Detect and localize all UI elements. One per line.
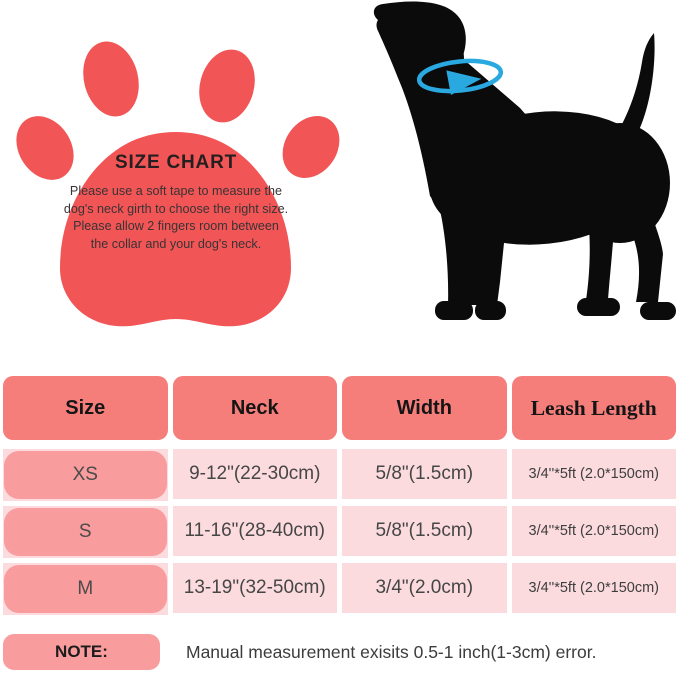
paw-toe-upper-right bbox=[191, 43, 262, 128]
paw-toe-upper-left bbox=[76, 40, 147, 122]
size-cell bbox=[3, 449, 168, 501]
size-badge: S bbox=[4, 508, 167, 556]
header-neck: Neck bbox=[173, 376, 338, 440]
note-row bbox=[3, 634, 676, 670]
header-width: Width bbox=[342, 376, 507, 440]
leash-value: 3/4''*5ft (2.0*150cm) bbox=[512, 563, 677, 613]
table-header-row bbox=[3, 376, 676, 440]
dog-front-paw-2 bbox=[475, 301, 506, 320]
note-badge: NOTE: bbox=[3, 634, 160, 670]
paw-print-graphic bbox=[8, 40, 348, 340]
neck-value: 9-12"(22-30cm) bbox=[173, 449, 338, 499]
table-row-m bbox=[3, 563, 676, 615]
table-row-xs bbox=[3, 449, 676, 501]
leash-value: 3/4''*5ft (2.0*150cm) bbox=[512, 506, 677, 556]
paw-text-block bbox=[33, 152, 319, 253]
header-size: Size bbox=[3, 376, 168, 440]
header-leash-length: Leash Length bbox=[512, 376, 677, 440]
size-cell bbox=[3, 563, 168, 615]
width-value: 3/4"(2.0cm) bbox=[342, 563, 507, 613]
note-text: Manual measurement exisits 0.5-1 inch(1-3cm) error. bbox=[186, 641, 597, 662]
width-value: 5/8"(1.5cm) bbox=[342, 449, 507, 499]
neck-value: 13-19"(32-50cm) bbox=[173, 563, 338, 613]
dog-front-paw bbox=[435, 301, 473, 320]
dog-rear-leg-far bbox=[586, 192, 618, 300]
dog-rear-paw-far bbox=[577, 298, 620, 316]
size-chart-title: SIZE CHART bbox=[115, 152, 237, 173]
width-value: 5/8"(1.5cm) bbox=[342, 506, 507, 556]
leash-value: 3/4''*5ft (2.0*150cm) bbox=[512, 449, 677, 499]
dog-rear-paw-near bbox=[640, 302, 676, 320]
table-row-s bbox=[3, 506, 676, 558]
dog-silhouette-icon bbox=[350, 0, 679, 330]
size-badge: XS bbox=[4, 451, 167, 499]
neck-value: 11-16"(28-40cm) bbox=[173, 506, 338, 556]
instruction-line: dog's neck girth to choose the right size. bbox=[63, 201, 289, 216]
instruction-line: Please allow 2 fingers room between bbox=[73, 219, 279, 234]
dog-front-legs bbox=[438, 195, 508, 305]
dog-silhouette-graphic bbox=[350, 0, 679, 330]
size-badge: M bbox=[4, 565, 167, 613]
instruction-line: Please use a soft tape to measure the bbox=[69, 184, 283, 198]
size-cell bbox=[3, 506, 168, 558]
measuring-instructions bbox=[33, 183, 319, 253]
size-chart-table bbox=[3, 376, 676, 620]
instruction-line: the collar and your dog's neck. bbox=[90, 236, 262, 251]
